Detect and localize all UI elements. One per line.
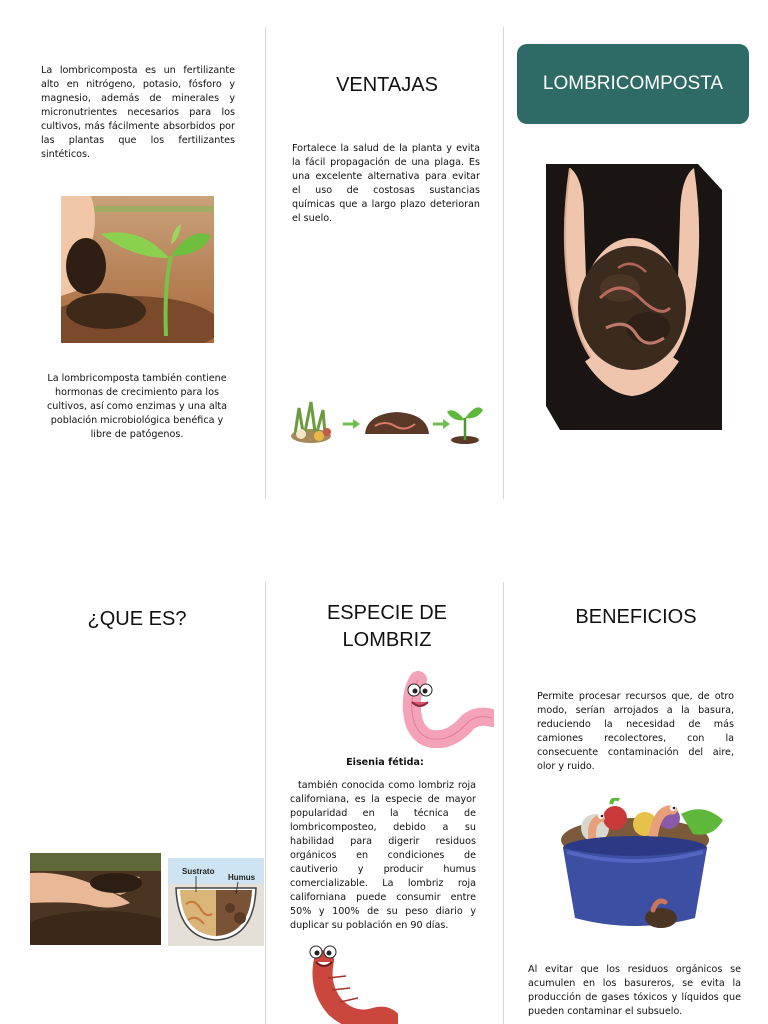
seedling-soil-photo: [61, 196, 214, 343]
que-es-heading: ¿QUE ES?: [87, 608, 187, 630]
divider-bottom-1: [265, 582, 266, 1024]
especie-heading: [290, 600, 484, 654]
species-paragraph: también conocida como lombriz roja californiana, es la especie de mayor popularidad en la técnica de lombricomposteo, debido a su habilidad para digerir residuos orgánicos en condiciones de cautiverio y producir humus comercializable. La lombriz roja californiana puede consumir entre 50% y 100% de su peso diario y duplicar su población en 90 días.: [290, 780, 476, 931]
beneficios-paragraph-2: Al evitar que los residuos orgánicos se acumulen en los basureros, se evita la producción de gases tóxicos y líquidos que pueden contaminar el subsuelo.: [528, 964, 741, 1017]
divider-top-2: [503, 27, 504, 499]
lombricomposta-title: LOMBRICOMPOSTA: [517, 44, 749, 124]
species-name: Eisenia fétida:: [346, 757, 424, 768]
divider-top-1: [265, 27, 266, 499]
intro-paragraph: La lombricomposta es un fertilizante alto en nitrógeno, potasio, fósforo y magnesio, además de minerales y micronutrientes necesarios para los cultivos, más fácilmente absorbidos por las plantas que los fertilizantes sintéticos.: [41, 65, 235, 160]
sustrato-label: Sustrato: [182, 867, 215, 876]
especie-heading-line2: LOMBRIZ: [342, 629, 432, 651]
ventajas-heading: VENTAJAS: [336, 74, 438, 96]
compost-bin-illustration: [553, 798, 733, 932]
beneficios-paragraph-1: Permite procesar recursos que, de otro modo, serían arrojados a la basura, reduciendo la necesidad de más camiones recolectores, con la consecuente contaminación del aire, olor y ruido.: [537, 691, 734, 772]
red-worm-cartoon: [302, 938, 398, 1024]
compost-cycle-illustration: [287, 396, 483, 446]
hormones-paragraph: La lombricomposta también contiene hormonas de crecimiento para los cultivos, así como enzimas y una alta población microbiológica benéfica y libre de patógenos.: [46, 373, 228, 440]
hands-with-compost-photo: [540, 158, 728, 436]
ventajas-paragraph: Fortalece la salud de la planta y evita la fácil propagación de una plaga. Es una excelente alternativa para evitar el uso de costosas sustancias químicas que a largo plazo deterioran el suelo.: [292, 143, 480, 224]
pink-worm-cartoon: [398, 668, 494, 748]
hand-soil-photo: [30, 853, 161, 945]
beneficios-heading: BENEFICIOS: [575, 606, 697, 628]
divider-bottom-2: [503, 582, 504, 1024]
substrate-humus-diagram: [168, 858, 264, 946]
especie-heading-line1: ESPECIE DE: [326, 602, 448, 624]
humus-label: Humus: [228, 873, 256, 882]
